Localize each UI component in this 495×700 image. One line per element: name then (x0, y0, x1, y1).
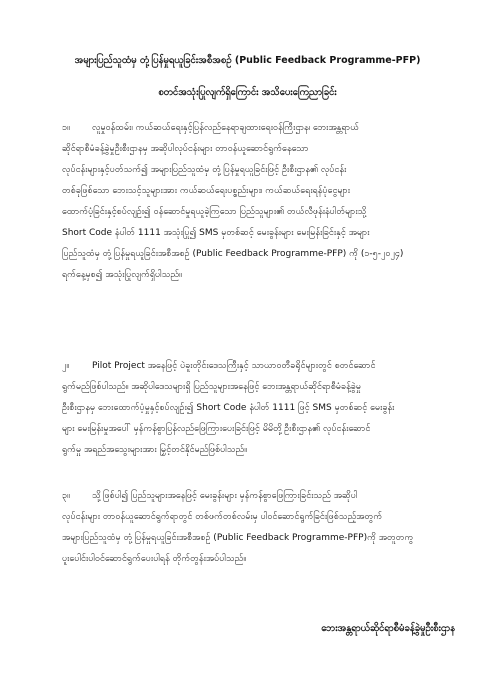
paragraph-line: အများပြည်သူထံမှ တုံ့ပြန်မှုရယူခြင်းအစီအစဉ် (Public Feedback Programme-PFP)ကို အတူတကွ (62, 533, 414, 543)
paragraph-3 (62, 486, 434, 570)
document-title: အများပြည်သူထံမှ တုံ့ပြန်မှုရယူခြင်းအစီအစဉ် (Public Feedback Programme-PFP) (74, 55, 421, 66)
line-text: Pilot Project အနေဖြင့် ပဲခူးတိုင်းဒေသကြီးနှင့် သာယာဝတီခရိုင်များတွင် စတင်ဆောင် (92, 361, 376, 371)
signature-department: ဘေးအန္တရာယ်ဆိုင်ရာစီမံခန့်ခွဲမှုဦးစီးဌာန (321, 623, 455, 634)
paragraph-2 (62, 356, 434, 461)
paragraph-line: ဦးစီးဌာနမှ ဘေးထောက်ပံ့မှုနှင့်စပ်လျဉ်း၍ Short Code နံပါတ် 1111 ဖြင့် SMS မှတစ်ဆင့် မေးခွန်း (62, 403, 395, 413)
paragraph-line: ဆိုင်ရာစီမံခန့်ခွဲမှုဦးစီးဌာနမှ အဆိုပါလုပ်ငန်းများ တာဝန်ယူဆောင်ရွက်နေသော (62, 144, 309, 154)
paragraph-number: ၃။ (62, 491, 70, 501)
paragraph-line: ရွက်မှု အရည်အသွေးများအား မြှင့်တင်နိုင်မည်ဖြစ်ပါသည်။ (62, 445, 247, 455)
paragraph-line: ထောက်ပံ့ခြင်းနှင့်စပ်လျဉ်း၍ ဝန်ဆောင်မှုရယူခဲ့ကြသော ပြည်သူများ၏ တယ်လီဖုန်းနံပါတ်များသို့ (62, 207, 367, 217)
paragraph-line: Short Code နံပါတ် 1111 အသုံးပြု၍ SMS မှတစ်ဆင့် မေးခွန်းများ မေးမြန်းခြင်းနှင့် အများ (62, 228, 370, 238)
paragraph-line (62, 486, 434, 507)
paragraph-1 (62, 118, 434, 286)
paragraph-line: တစ်ခုဖြစ်သော ဘေးသင့်သူများအား ကယ်ဆယ်ရေးပစ္စည်းများ၊ ကယ်ဆယ်ရေးရန်ပုံငွေများ (62, 186, 350, 196)
paragraph-number: ၁။ (62, 123, 70, 133)
paragraph-line: လုပ်ငန်းများနှင့်ပတ်သက်၍ အများပြည်သူထံမှ တုံ့ပြန်မှုရယူခြင်းဖြင့် ဦးစီးဌာန၏ လုပ်ငန်း (62, 165, 347, 175)
paragraph-line: ပြည်သူထံမှ တုံ့ပြန်မှုရယူခြင်းအစီအစဉ် (Public Feedback Programme-PFP) ကို (၁-၅-၂၀၂၄) (62, 249, 404, 259)
paragraph-line: ပူးပေါင်းပါဝင်ဆောင်ရွက်ပေးပါရန် တိုက်တွန်းအပ်ပါသည်။ (62, 554, 247, 564)
paragraph-line: ရက်နေ့မှစ၍ အသုံးပြုလျက်ရှိပါသည်။ (62, 270, 182, 280)
paragraph-line: ရွက်မည်ဖြစ်ပါသည်။ အဆိုပါဒေသများရှိ ပြည်သူများအနေဖြင့် ဘေးအန္တရာယ်ဆိုင်ရာစီမံခန့်ခွဲမှု (62, 382, 361, 392)
line-text: လူမှုဝန်ထမ်း၊ ကယ်ဆယ်ရေးနှင့်ပြန်လည်နေရာချထားရေးဝန်ကြီးဌာန၊ ဘေးအန္တရာယ် (92, 123, 359, 133)
document-subtitle: စတင်အသုံးပြုလျက်ရှိကြောင်း အသိပေးကြေညာခြင်း (158, 87, 337, 98)
paragraph-line: များ မေးမြန်းမှုအပေါ် မှန်ကန်စွာပြန်လည်ဖြေကြားပေးခြင်းဖြင့် မိမိတို့ဦးစီးဌာန၏ လုပ်ငန်းဆောင် (62, 424, 371, 434)
line-text: သို့ဖြစ်ပါ၍ ပြည်သူများအနေဖြင့် မေးခွန်းများ မှန်ကန်စွာဖြေကြားခြင်းသည် အဆိုပါ (92, 491, 358, 501)
paragraph-line (62, 356, 434, 377)
paragraph-number: ၂။ (62, 361, 70, 371)
paragraph-line (62, 118, 434, 139)
paragraph-line: လုပ်ငန်းများ တာဝန်ယူဆောင်ရွက်ရာတွင် တစ်ဖက်တစ်လမ်းမှ ပါဝင်ဆောင်ရွက်ခြင်းဖြစ်သည့်အတွက် (62, 512, 383, 522)
